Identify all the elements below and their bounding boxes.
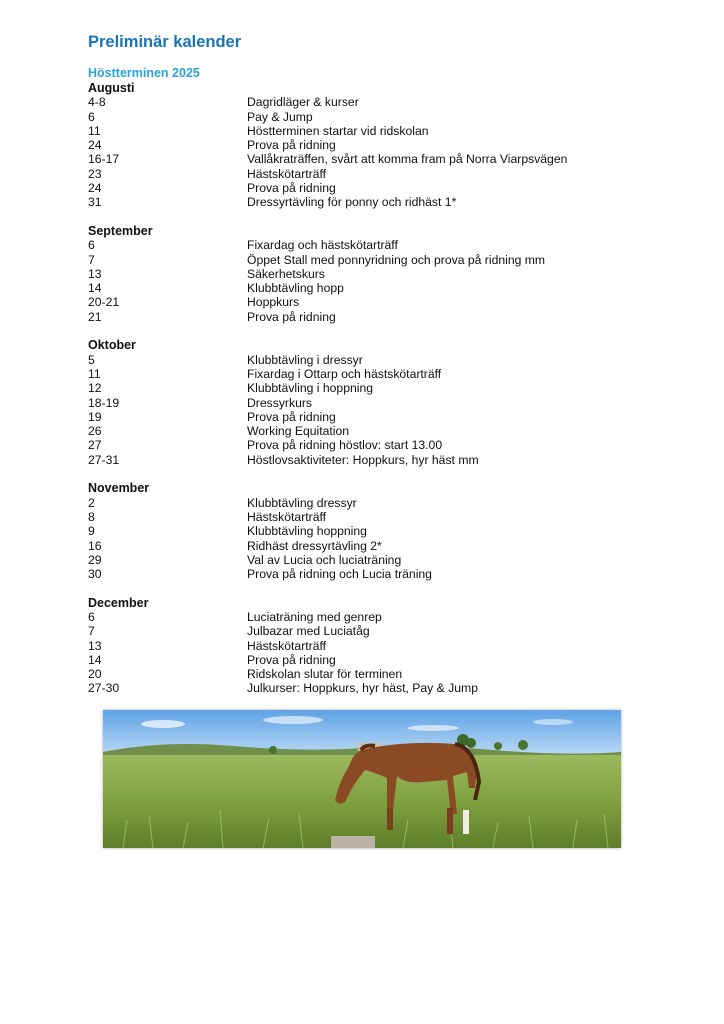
event-row	[88, 610, 648, 624]
event-description: Julbazar med Luciatåg	[247, 624, 370, 639]
event-description: Ridskolan slutar för terminen	[247, 667, 403, 682]
event-description: Klubbtävling hopp	[247, 281, 344, 296]
event-row	[88, 510, 648, 524]
event-date: 11	[88, 366, 101, 381]
event-row	[88, 553, 648, 567]
event-row	[88, 624, 648, 638]
event-date: 27-30	[88, 681, 120, 696]
event-description: Working Equitation	[247, 424, 350, 439]
event-row	[88, 110, 648, 124]
event-date: 4-8	[88, 95, 106, 110]
event-description: Prova på ridning	[247, 138, 336, 153]
event-description: Klubbtävling dressyr	[247, 495, 357, 510]
event-description: Klubbtävling hoppning	[247, 524, 367, 539]
term-heading: Höstterminen 2025	[88, 66, 200, 80]
event-row	[88, 667, 648, 681]
event-date: 21	[88, 309, 102, 324]
event-row	[88, 124, 648, 138]
event-date: 7	[88, 252, 95, 267]
event-date: 24	[88, 181, 102, 196]
event-row	[88, 539, 648, 553]
event-date: 11	[88, 123, 101, 138]
event-date: 19	[88, 409, 102, 424]
event-date: 20-21	[88, 295, 120, 310]
event-date: 31	[88, 195, 102, 210]
months-list	[88, 81, 648, 696]
event-date: 27-31	[88, 452, 120, 467]
event-date: 16	[88, 538, 102, 553]
event-row	[88, 567, 648, 581]
event-date: 26	[88, 424, 102, 439]
event-date: 23	[88, 166, 102, 181]
event-date: 9	[88, 524, 95, 539]
month-heading: November	[88, 481, 150, 496]
event-row	[88, 195, 648, 209]
month-spacer	[88, 210, 648, 224]
event-date: 5	[88, 352, 95, 367]
event-date: 12	[88, 381, 102, 396]
event-date: 30	[88, 567, 102, 582]
event-row	[88, 295, 648, 309]
event-description: Prova på ridning	[247, 409, 336, 424]
event-row	[88, 267, 648, 281]
event-row	[88, 524, 648, 538]
event-date: 13	[88, 638, 102, 653]
event-description: Säkerhetskurs	[247, 266, 325, 281]
calendar-page	[88, 30, 648, 696]
event-description: Hästskötarträff	[247, 509, 327, 524]
page-title: Preliminär kalender	[88, 33, 242, 51]
event-date: 6	[88, 109, 95, 124]
event-row	[88, 281, 648, 295]
event-description: Prova på ridning	[247, 652, 336, 667]
event-description: Vallåkraträffen, svårt att komma fram på Norra Viarpsvägen	[247, 152, 568, 167]
event-description: Klubbtävling i hoppning	[247, 381, 374, 396]
event-description: Prova på ridning höstlov: start 13.00	[247, 438, 443, 453]
month-spacer	[88, 581, 648, 595]
month-heading: Augusti	[88, 81, 135, 95]
event-row	[88, 453, 648, 467]
event-date: 13	[88, 266, 102, 281]
event-row	[88, 253, 648, 267]
event-row	[88, 639, 648, 653]
event-description: Prova på ridning	[247, 181, 336, 196]
event-date: 16-17	[88, 152, 120, 167]
event-description: Höstterminen startar vid ridskolan	[247, 123, 429, 138]
event-row	[88, 681, 648, 695]
event-description: Öppet Stall med ponnyridning och prova på ridning mm	[247, 252, 546, 267]
event-row	[88, 238, 648, 252]
event-description: Klubbtävling i dressyr	[247, 352, 363, 367]
event-date: 14	[88, 281, 102, 296]
horse-pasture-photo	[103, 710, 621, 848]
event-description: Dressyrkurs	[247, 395, 313, 410]
event-row	[88, 367, 648, 381]
event-description: Prova på ridning	[247, 309, 336, 324]
event-row	[88, 167, 648, 181]
event-description: Hoppkurs	[247, 295, 300, 310]
event-row	[88, 424, 648, 438]
month-spacer	[88, 324, 648, 338]
event-date: 7	[88, 624, 95, 639]
event-date: 6	[88, 609, 95, 624]
event-description: Fixardag och hästskötarträff	[247, 238, 398, 253]
event-description: Prova på ridning och Lucia träning	[247, 567, 432, 582]
month-spacer	[88, 467, 648, 481]
event-date: 8	[88, 509, 95, 524]
event-row	[88, 95, 648, 109]
event-description: Dagridläger & kurser	[247, 95, 359, 110]
event-description: Pay & Jump	[247, 109, 313, 124]
event-date: 18-19	[88, 395, 120, 410]
event-date: 6	[88, 238, 95, 253]
event-date: 14	[88, 652, 102, 667]
event-date: 2	[88, 495, 95, 510]
event-date: 27	[88, 438, 102, 453]
event-row	[88, 653, 648, 667]
event-row	[88, 353, 648, 367]
event-date: 24	[88, 138, 102, 153]
event-row	[88, 438, 648, 452]
month-heading: September	[88, 223, 153, 238]
event-row	[88, 138, 648, 152]
horse-photo-image	[103, 710, 621, 848]
event-description: Val av Lucia och luciaträning	[247, 552, 402, 567]
event-row	[88, 181, 648, 195]
event-row	[88, 496, 648, 510]
event-description: Julkurser: Hoppkurs, hyr häst, Pay & Jump	[247, 681, 478, 696]
event-description: Ridhäst dressyrtävling 2*	[247, 538, 382, 553]
event-description: Hästskötarträff	[247, 638, 327, 653]
event-row	[88, 381, 648, 395]
month-heading: Oktober	[88, 338, 136, 353]
event-description: Luciaträning med genrep	[247, 609, 382, 624]
event-row	[88, 396, 648, 410]
event-description: Fixardag i Ottarp och hästskötarträff	[247, 366, 442, 381]
event-row	[88, 152, 648, 166]
event-description: Hästskötarträff	[247, 166, 327, 181]
event-description: Höstlovsaktiviteter: Hoppkurs, hyr häst mm	[247, 452, 479, 467]
month-heading: December	[88, 595, 149, 610]
event-row	[88, 310, 648, 324]
event-description: Dressyrtävling för ponny och ridhäst 1*	[247, 195, 457, 210]
event-date: 20	[88, 667, 102, 682]
event-date: 29	[88, 552, 102, 567]
event-row	[88, 410, 648, 424]
